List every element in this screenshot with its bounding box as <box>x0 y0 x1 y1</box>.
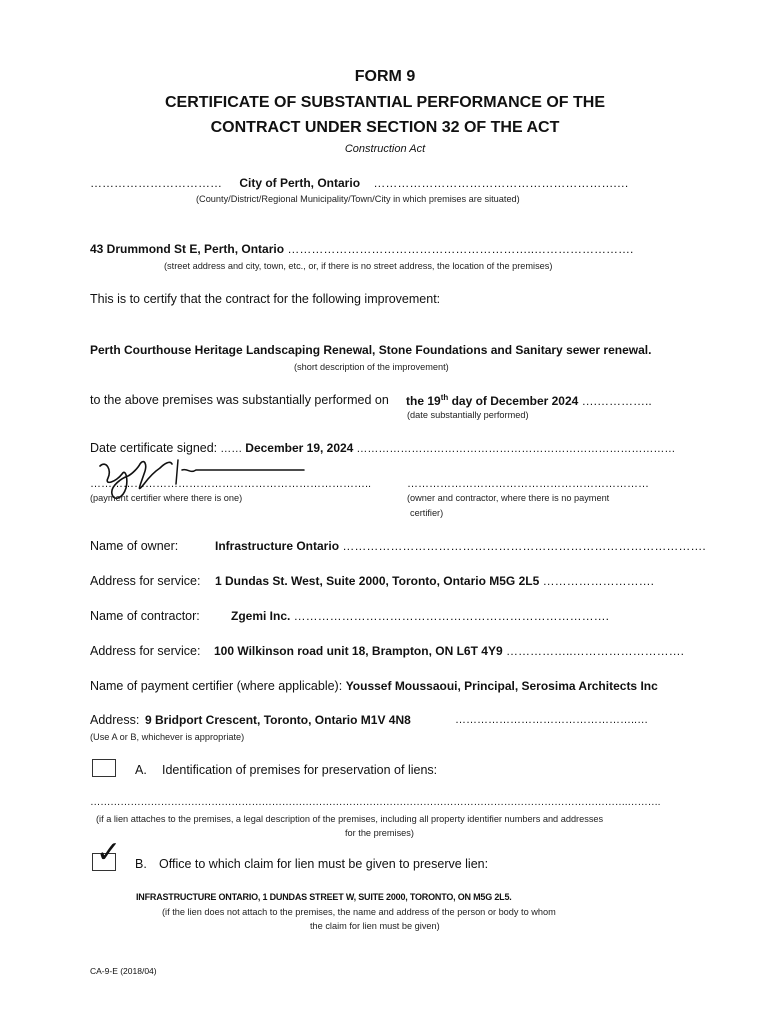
substantial-performance-date[interactable] <box>406 393 652 408</box>
owner-contractor-caption-line2: certifier) <box>410 508 444 518</box>
option-a-description-line[interactable]: …………………………………………………………………………………………………………………………………………….………. <box>90 797 661 808</box>
improvement-caption: (short description of the improvement) <box>294 362 449 372</box>
use-a-or-b-note: (Use A or B, whichever is appropriate) <box>90 732 245 742</box>
premises-address-line <box>90 242 633 256</box>
date-signed-value[interactable]: December 19, 2024 <box>245 441 354 455</box>
owner-contractor-signature-line[interactable]: ………………………………………………………… <box>407 478 649 490</box>
certifier-name-line <box>90 679 658 693</box>
contractor-service-line <box>214 644 684 658</box>
certifier-signature-caption: (payment certifier where there is one) <box>90 493 243 503</box>
option-b-letter: B. <box>135 857 147 871</box>
certifier-name-value[interactable]: Youssef Moussaoui, Principal, Serosima Architects Inc <box>345 679 658 693</box>
certifier-address-value[interactable]: 9 Bridport Crescent, Toronto, Ontario M1V 4N8 <box>145 713 411 727</box>
checkmark-icon: ✓ <box>96 835 122 870</box>
option-a-letter: A. <box>135 763 147 777</box>
contractor-name-dots: ……………………………………………………………………. <box>290 609 610 623</box>
substantial-performance-text: to the above premises was substantially performed on <box>90 393 389 407</box>
option-a-caption-line1: (if a lien attaches to the premises, a legal description of the premises, including all property identifier numbers and addresses <box>96 814 604 824</box>
owner-service-value[interactable]: 1 Dundas St. West, Suite 2000, Toronto, Ontario M5G 2L5 <box>215 574 540 588</box>
owner-service-dots: ………………………. <box>539 574 654 588</box>
owner-service-line <box>215 574 654 588</box>
date-signed-label: Date certificate signed: <box>90 441 218 455</box>
date-signed-dots: …………………………………………………………………………… <box>353 443 676 455</box>
contractor-name-value[interactable]: Zgemi Inc. <box>231 609 291 623</box>
option-a-caption-line2: for the premises) <box>345 828 414 838</box>
substantial-date-post: day of December 2024 <box>448 394 579 408</box>
improvement-description[interactable]: Perth Courthouse Heritage Landscaping Renewal, Stone Foundations and Sanitary sewer renewal. <box>90 343 652 357</box>
option-b-text: Office to which claim for lien must be given to preserve lien: <box>159 857 489 871</box>
certify-statement: This is to certify that the contract for the following improvement: <box>90 292 441 306</box>
contractor-service-value[interactable]: 100 Wilkinson road unit 18, Brampton, ON L6T 4Y9 <box>214 644 503 658</box>
municipality-value[interactable]: City of Perth, Ontario <box>239 176 361 190</box>
option-a-checkbox[interactable] <box>92 759 116 777</box>
municipality-line <box>90 176 629 190</box>
certifier-signature-line[interactable]: ………………………………………………………………….. <box>90 478 372 490</box>
owner-name-value[interactable]: Infrastructure Ontario <box>215 539 340 553</box>
substantial-date-sup: th <box>440 393 449 402</box>
substantial-date-pre: the 19 <box>406 394 441 408</box>
municipality-leading-dots: …………………………… <box>90 176 222 190</box>
premises-address-dots: ……………………………………………………..……………………. <box>287 242 634 256</box>
form-code: CA-9-E (2018/04) <box>90 966 157 976</box>
contractor-service-dots: ……………..………………………. <box>502 644 684 658</box>
owner-name-line <box>215 539 706 553</box>
form-title-line1: CERTIFICATE OF SUBSTANTIAL PERFORMANCE OF THE <box>165 94 605 111</box>
owner-name-label: Name of owner: <box>90 539 179 553</box>
certifier-name-label: Name of payment certifier (where applicable): <box>90 679 343 693</box>
municipality-trailing-dots: …………………………………………………….… <box>373 176 629 190</box>
premises-address-caption: (street address and city, town, etc., or, if there is no street address, the location of the premises) <box>164 261 553 271</box>
certifier-address-dots: …………………………………………..… <box>455 714 649 726</box>
municipality-caption: (County/District/Regional Municipality/Town/City in which premises are situated) <box>196 194 520 204</box>
contractor-name-line <box>231 609 609 623</box>
owner-contractor-caption-line1: (owner and contractor, where there is no payment <box>407 493 610 503</box>
form-number: FORM 9 <box>354 68 416 85</box>
option-b-caption-line2: the claim for lien must be given) <box>310 921 440 931</box>
substantial-date-dots: ….………….. <box>578 394 652 408</box>
contractor-name-label: Name of contractor: <box>90 609 200 623</box>
option-b-office-value[interactable]: INFRASTRUCTURE ONTARIO, 1 DUNDAS STREET W, SUITE 2000, TORONTO, ON M5G 2L5. <box>136 892 512 902</box>
premises-address-value[interactable]: 43 Drummond St E, Perth, Ontario <box>90 242 285 256</box>
owner-name-dots: ………………………………………………………………………………. <box>339 539 706 553</box>
date-signed-lead-dots: …… <box>217 443 246 455</box>
form-title-line2: CONTRACT UNDER SECTION 32 OF THE ACT <box>210 119 560 136</box>
contractor-service-label: Address for service: <box>90 644 201 658</box>
date-signed-line <box>90 441 675 455</box>
option-b-caption-line1: (if the lien does not attach to the premises, the name and address of the person or body to whom <box>162 907 556 917</box>
form-subtitle: Construction Act <box>344 143 426 155</box>
owner-service-label: Address for service: <box>90 574 201 588</box>
option-a-text: Identification of premises for preservation of liens: <box>162 763 438 777</box>
certifier-address-label: Address: <box>90 713 140 727</box>
substantial-date-caption: (date substantially performed) <box>407 410 529 420</box>
